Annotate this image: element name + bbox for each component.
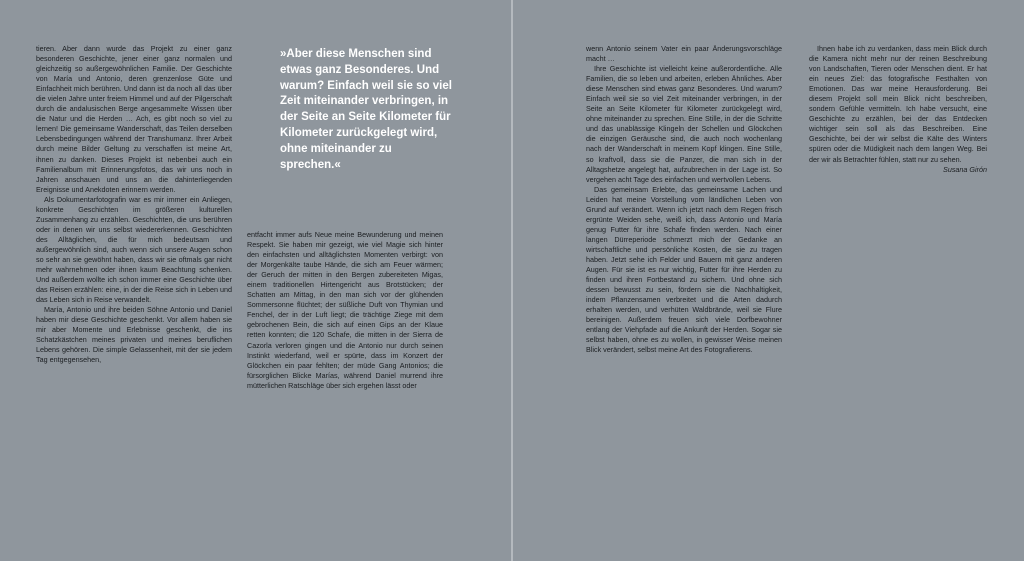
author-signature: Susana Girón [943,164,987,174]
text-column-1 [36,44,232,366]
paragraph: Ihre Geschichte ist vielleicht keine außerordentliche. Alle Familien, die so leben und arbeiten, erleben Ähnliches. Aber diese Menschen sind etwas ganz Besonderes. Und warum? Einfach weil sie so viel Zeit miteinander verbringen, in der Seite an Seite Kilometer für Kilometer zurückgelegt wird, ohne miteinander zu sprechen. Eine Stille, in der die Schritte und das unablässige Klingeln der Schellen und Glöckchen die einzigen Geräusche sind, die auch noch wochenlang nach der Wanderschaft in meinem Kopf klingen. Eine Stille, so kraftvoll, dass sie die Panzer, die man sich in der Alltagshetze angelegt hat, aufzubrechen in der Lage ist. So vergehen acht Tage des einfachen und wertvollen Lebens. [586,64,782,184]
paragraph: wenn Antonio seinem Vater ein paar Änderungsvorschläge macht … [586,44,782,64]
paragraph: María, Antonio und ihre beiden Söhne Antonio und Daniel haben mir diese Geschichte geschenkt. Vor allem haben sie mir aber Momente und Erlebnisse geschenkt, die ins Schatzkästchen meines privaten und meines beruflichen Lebens gehören. Die simple Gelassenheit, mit der sie jedem Tag entgegensehen, [36,305,232,365]
paragraph: tieren. Aber dann wurde das Projekt zu einer ganz besonderen Geschichte, jener einer ganz normalen und gleichzeitig so außergewöhnlichen Familie. Der Geschichte von María und Antonio, deren grenzenlose Güte und Einfachheit mich berühren. Und dann ist da noch all das über die vielen Jahre unter freiem Himmel und auf der Pilgerschaft durch die andalusischen Berge angesammelte Wissen über die Natur und die Herden … Ach, es gibt noch so viel zu lernen! Die gemeinsame Wanderschaft, das Teilen derselben Lebensbedingungen während der Transhumanz. Ihrer Arbeit durch meine Bilder Geltung zu verschaffen ist meine Art, ihnen zu danken. Dieses Projekt ist nebenbei auch ein Familienalbum mit Erinnerungsfotos, das wir uns noch in Jahren anschauen und uns an die dahinterliegenden Ereignisse und Anekdoten erinnern werden. [36,44,232,194]
text-column-3 [586,44,782,355]
text-column-4 [809,44,987,175]
paragraph: Das gemeinsam Erlebte, das gemeinsame Lachen und Leiden hat meine Vorstellung vom ländlichen Leben von Grund auf verändert. Wenn ich jetzt nach dem Regen frisch ergrünte Weiden sehe, weiß ich, dass Antonio und María genug Futter für ihre Schafe finden werden. Nach einer langen Dürreperiode schmerzt mich der Gedanke an wirtschaftliche und persönliche Kosten, die sie zu tragen haben. Jetzt sehe ich Felder und Bauern mit ganz anderen Augen. Für sie ist es nur wichtig, Futter für ihre Herden zu finden und ihren Fortbestand zu sichern. Und ohne sich dessen bewusst zu sein, fördern sie die Nachhaltigkeit, indem Pflanzensamen verbreitet und die Arten dadurch erhalten werden, und verhüten Waldbrände, weil sie Flure bereinigen. Außerdem freuen sich viele Dorfbewohner entlang der Viehpfade auf die Ankunft der Herden. Sogar sie selbst haben, ohne es zu wollen, in gewisser Weise meinen Blick verändert, selbst meine Art des Fotografierens. [586,184,782,355]
paragraph: entfacht immer aufs Neue meine Bewunderung und meinen Respekt. Sie haben mir gezeigt, wie viel Magie sich hinter den einfachsten und alltäglichsten Momenten verbirgt: von der Morgenkälte taube Hände, die sich am Feuer wärmen; der Geruch der mitten in den Bergen zubereiteten Migas, einem traditionellen Hirtengericht aus Brotstücken; der Schatten am Mittag, in den man sich vor der glühenden Sommersonne flüchtet; der süßliche Duft von Thymian und Fenchel, der in der Luft liegt; die trächtige Ziege mit dem gebrochenen Bein, die sich auf einen Gips an der Klaue retten konnten; die 120 Schafe, die mitten in der Sierra de Cazorla verloren gingen und die Antonio nur durch seinen Instinkt wiederfand, weil er spürte, dass im Konzert der Glöckchen ein paar fehlten; der müde Gang Antonios; die fürsorglichen Blicke Marías, während Daniel murrend ihre mütterlichen Ratschläge über sich ergehen lässt oder [247,230,443,390]
pull-quote: »Aber diese Menschen sind etwas ganz Besonderes. Und warum? Einfach weil sie so viel Zeit miteinander verbringen, in der Seite an Seite Kilometer für Kilometer zurückgelegt wird, ohne miteinander zu sprechen.« [280,48,452,171]
paragraph: Ihnen habe ich zu verdanken, dass mein Blick durch die Kamera nicht mehr nur der reinen Beschreibung von Landschaften, Tieren oder Menschen dient. Er hat ein neues Ziel: das fotografische Festhalten von Emotionen. Das war meine Herausforderung. Bei diesem Projekt soll mein Blick nicht beschreiben, sondern Gefühle vermitteln. Ich habe versucht, eine Geschichte zu erzählen, bei der das Entdecken wichtiger sein soll als das Beschreiben. Eine Geschichte, bei der wir selbst die Kälte des Winters spüren oder die Müdigkeit nach dem langen Weg. Bei der wir als Betrachter fühlen, statt nur zu sehen. [809,44,987,164]
text-column-2 [247,230,443,391]
paragraph: Als Dokumentarfotografin war es mir immer ein Anliegen, konkrete Geschichten im größeren kulturellen Zusammenhang zu erzählen. Geschichten, die uns berühren oder in denen wir uns selbst wiedererkennen. Geschichten des Alltäglichen, die für mich bedeutsam und außergewöhnlich sind, auch wenn sich unsere Augen schon so sehr an sie gewöhnt haben, dass wir sie oftmals gar nicht mehr wahrnehmen oder ihnen kaum Beachtung schenken. Und außerdem wollte ich schon immer eine Geschichte über das Reisen erzählen: eine, in der die Reise sich in Leben und das Leben sich in Reise verwandelt. [36,194,232,305]
